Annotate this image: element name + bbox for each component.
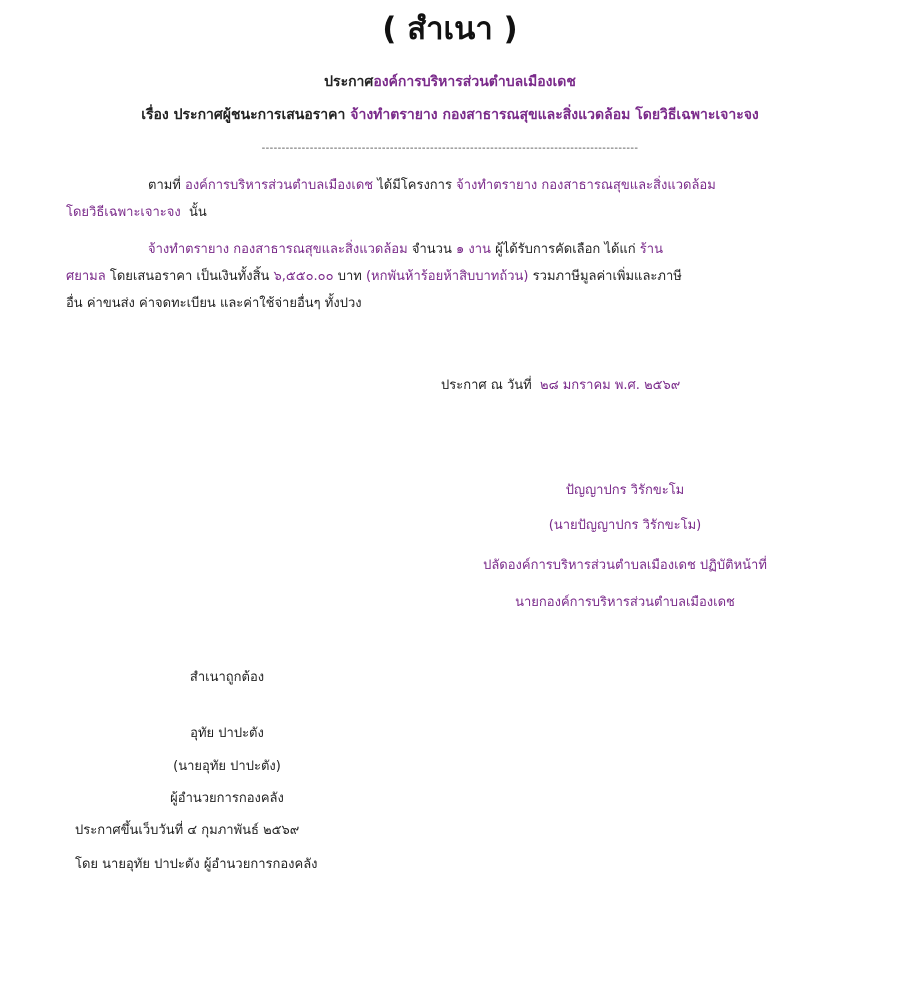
para2-shop-prefix: ร้าน [639, 242, 663, 257]
heading-subject-project: จ้างทำตรายาง กองสาธารณสุขและสิ่งแวดล้อม โดยวิธีเฉพาะเจาะจง [350, 107, 759, 123]
para2-winner-label: ผู้ได้รับการคัดเลือก ได้แก่ [495, 242, 636, 257]
divider-line: ---------------------------------------------------------------------------------------------- [261, 143, 639, 154]
para2-currency: บาท [337, 269, 362, 284]
announce-label: ประกาศ ณ วันที่ [441, 378, 532, 393]
signatory-full-name: (นายปัญญาปกร วิรักขะโม) [548, 518, 702, 533]
para2-item: จ้างทำตรายาง กองสาธารณสุขและสิ่งแวดล้อม [148, 242, 408, 257]
certifier-full-name: (นายอุทัย ปาปะตัง) [173, 759, 281, 774]
para2-included-line1: รวมภาษีมูลค่าเพิ่มและภาษี [532, 269, 682, 284]
announce-date: ๒๘ มกราคม พ.ศ. ๒๕๖๙ [540, 378, 681, 393]
certified-copy-label: สำเนาถูกต้อง [189, 670, 265, 685]
para2-qty-unit: งาน [468, 242, 491, 257]
para2-total-label: เป็นเงินทั้งสิ้น [196, 269, 270, 284]
heading-subject-prefix: เรื่อง ประกาศผู้ชนะการเสนอราคา [141, 107, 346, 123]
para1-org: องค์การบริหารส่วนตำบลเมืองเดช [185, 178, 374, 193]
para2-price-label: โดยเสนอราคา [109, 269, 193, 284]
signatory-name: ปัญญาปกร วิรักขะโม [565, 483, 685, 498]
heading-org-name: องค์การบริหารส่วนตำบลเมืองเดช [373, 74, 576, 90]
posted-by: โดย นายอุทัย ปาปะตัง ผู้อำนวยการกองคลัง [75, 857, 318, 872]
para1-project: จ้างทำตรายาง กองสาธารณสุขและสิ่งแวดล้อม [456, 178, 716, 193]
signatory-position-2: นายกองค์การบริหารส่วนตำบลเมืองเดช [515, 595, 735, 610]
document-title: ( สำเนา ) [382, 11, 518, 47]
para2-shop-name: ศยามล [66, 269, 106, 284]
para2-amount: ๖,๕๕๐.๐๐ [273, 269, 334, 284]
para2-qty: ๑ [455, 242, 465, 257]
para2-qty-label: จำนวน [411, 242, 452, 257]
heading-organization [0, 70, 900, 94]
para1-mid: ได้มีโครงการ [377, 178, 452, 193]
para2-amount-words: (หกพันห้าร้อยห้าสิบบาทถ้วน) [365, 269, 529, 284]
heading-subject [0, 103, 900, 127]
paragraph-background [66, 172, 826, 226]
para2-included-line2: อื่น ค่าขนส่ง ค่าจดทะเบียน และค่าใช้จ่ายอื่นๆ ทั้งปวง [66, 296, 362, 311]
paragraph-award [66, 236, 826, 317]
signatory-position-1: ปลัดองค์การบริหารส่วนตำบลเมืองเดช ปฏิบัติหน้าที่ [483, 558, 767, 573]
web-posted-date: ประกาศขึ้นเว็บวันที่ ๔ กุมภาพันธ์ ๒๕๖๙ [75, 823, 300, 838]
para1-project-cont: โดยวิธีเฉพาะเจาะจง [66, 205, 181, 220]
para1-tail: นั้น [189, 205, 207, 220]
announcement-date-line [441, 374, 680, 398]
heading-org-prefix: ประกาศ [324, 74, 374, 90]
para1-lead: ตามที่ [148, 178, 181, 193]
certifier-name: อุทัย ปาปะตัง [190, 726, 264, 741]
certifier-position: ผู้อำนวยการกองคลัง [170, 791, 284, 806]
